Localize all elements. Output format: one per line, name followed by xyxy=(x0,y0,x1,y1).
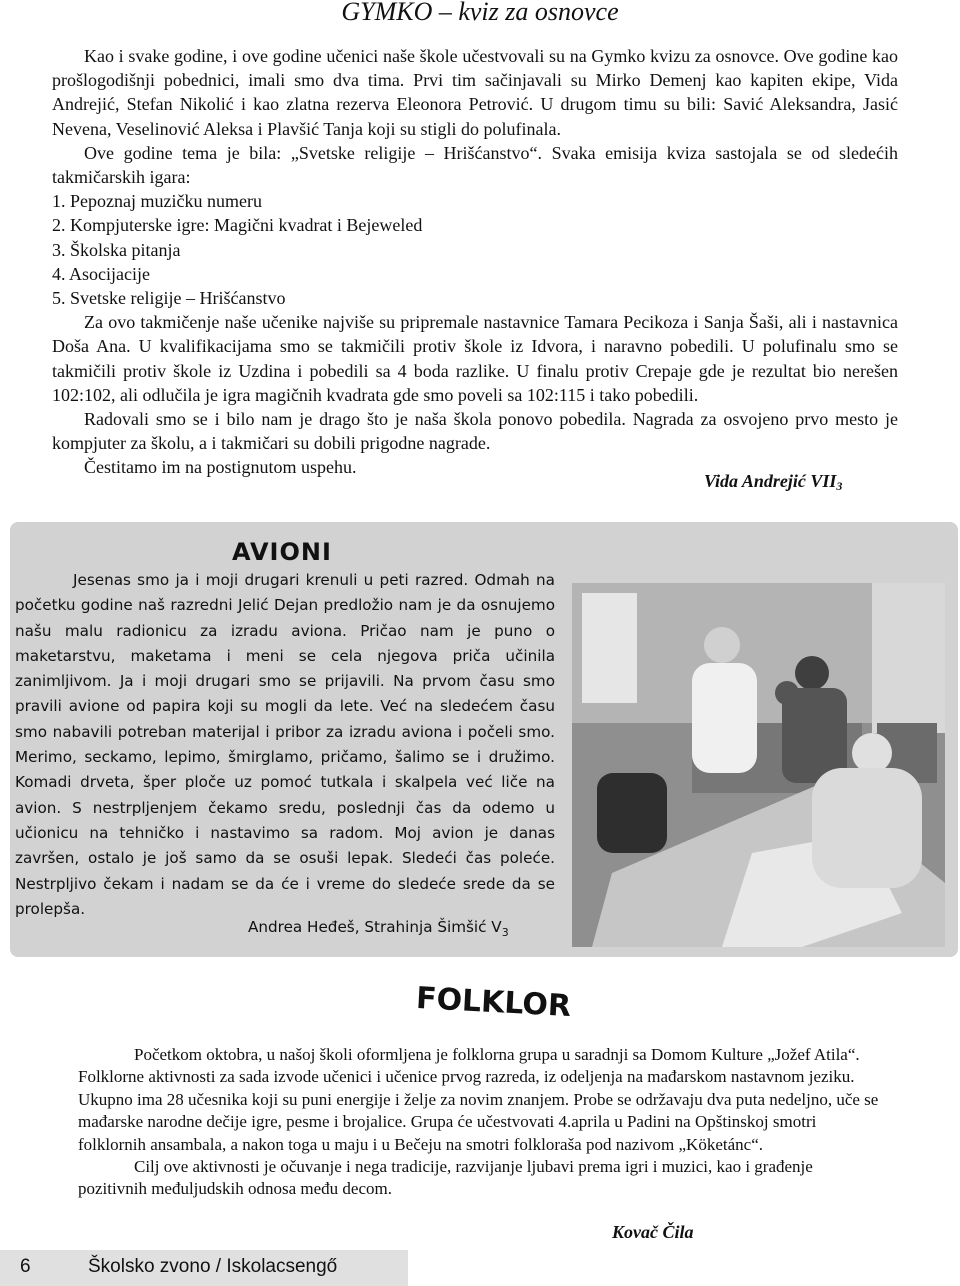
gymko-paragraph-1: Kao i svake godine, i ove godine učenici naše škole učestvovali su na Gymko kvizu za osnovce. Ove godine kao prošlogodišnji pobednici, imali smo dva tima. Prvi tim sačinjavali su Mirko Demenj kao kapiten ekipe, Vida Andrejić, Stefan Nikolić i kao zlatna rezerva Eleonora Petrović. U drugom timu su bili: Savić Aleksandra, Jasić Nevena, Veselinović Aleksa i Plavšić Tanja koji su stigli do polufinala. xyxy=(52,46,898,139)
gymko-list-item: 2. Kompjuterske igre: Magični kvadrat i Bejeweled xyxy=(52,215,423,236)
gymko-paragraph-2: Ove godine tema je bila: „Svetske religije – Hrišćanstvo“. Svaka emisija kviza sastojala se od sledećih takmičarskih igara: xyxy=(52,142,898,188)
classroom-photo-image xyxy=(572,583,945,947)
gymko-title: GYMKO – kviz za osnovce xyxy=(341,0,619,26)
folklor-title: FOLKLOR xyxy=(415,980,572,1025)
classroom-photo xyxy=(572,583,945,947)
avioni-signature-sub: 3 xyxy=(501,926,509,940)
folklor-paragraph-1: Početkom oktobra, u našoj školi oformljena je folklorna grupa u saradnji sa Domom Kulture „Jožef Atila“. Folklorne aktivnosti za sada izvode učenici i učenice prvog razreda, iz odeljenja na mađarskom nastavnom jeziku. Ukupno ima 28 učesnika koji su puni energije i želje za novim znanjem. Probe se održavaju dva puta nedeljno, uče se mađarske narodne dečije igre, pesme i brojalice. Grupa će učestvovati 4.aprila u Padini na Opštinskoj smotri folklornih ansambala, a nakon toga u maju i u Bečeju na smotri folkloraša pod nazivom „Köketánc“. xyxy=(78,1045,879,1154)
page-number: 6 xyxy=(20,1256,31,1277)
avioni-article xyxy=(15,568,555,922)
folklor-article xyxy=(78,1044,882,1201)
gymko-list-item: 1. Pepoznaj muzičku numeru xyxy=(52,191,262,212)
folklor-signature: Kovač Čila xyxy=(612,1222,694,1242)
gymko-paragraph-3: Za ovo takmičenje naše učenike najviše su pripremale nastavnice Tamara Pecikoza i Sanja Šaši, ali i nastavnica Doša Ana. U kvalifikacijama smo se takmičili protiv škole iz Idvora, i naravno pobedili. U polufinalu smo se takmičili protiv škole iz Uzdina i pobedili sa 4 boda razlike. U finalu protiv Crepaje gde je rezultat bio nerešen 102:102, ali odlučila je igra magičnih kvadrata gde smo poveli sa 102:115 i tako pobedili. xyxy=(52,312,898,405)
gymko-list-item: 4. Asocijacije xyxy=(52,263,150,284)
avioni-signature xyxy=(248,918,509,939)
gymko-signature-text: Vida Andrejić VII xyxy=(704,471,837,491)
gymko-list-item: 3. Školska pitanja xyxy=(52,239,181,260)
avioni-signature-text: Andrea Heđeš, Strahinja Šimšić V xyxy=(248,918,502,936)
folklor-paragraph-2: Cilj ove aktivnosti je očuvanje i nega tradicije, razvijanje ljubavi prema igri i muzici, kao i građenje pozitivnih međuljudskih odnosa među decom. xyxy=(78,1157,813,1199)
gymko-article xyxy=(52,44,898,480)
avioni-title: AVIONI xyxy=(232,538,332,566)
gymko-signature-sub: 3 xyxy=(836,479,843,493)
publication-name: Školsko zvono / Iskolacsengő xyxy=(88,1256,338,1277)
gymko-paragraph-5: Čestitamo im na postignutom uspehu. xyxy=(84,457,357,478)
gymko-signature xyxy=(704,471,842,494)
gymko-list-item: 5. Svetske religije – Hrišćanstvo xyxy=(52,288,286,309)
gymko-paragraph-4: Radovali smo se i bilo nam je drago što je naša škola ponovo pobedila. Nagrada za osvojeno prvo mesto je kompjuter za školu, a i takmičari su dobili prigodne nagrade. xyxy=(52,409,898,454)
avioni-paragraph: Jesenas smo ja i moji drugari krenuli u peti razred. Odmah na početku godine naš razredni Jelić Dejan predložio nam je da osnujemo našu malu radionicu za izradu aviona. Pričao nam je puno o maketarstvu, maketama i meni se cela njegova priča učinila zanimljivom. Ja i moji drugari smo se prijavili. Na prvom času smo pravili avione od papira koji su mogli da lete. Već na sledećem času smo nabavili potreban materijal i pribor za izradu aviona i počeli smo. Merimo, seckamo, lepimo, šmirglamo, pričamo, šalimo se i družimo. Komadi drveta, šper ploče uz pomoć tutkala i skalpela već liče na avion. S nestrpljenjem čekamo sredu, poslednji čas da odemo u učionicu na tehničko i nastavimo sa radom. Moj avion je danas završen, ostalo je još samo da se osuši lepak. Sledeći čas poleće. Nestrpljivo čekam i nadam se da će i vreme do sledeće srede da se prolepša. xyxy=(15,571,555,918)
